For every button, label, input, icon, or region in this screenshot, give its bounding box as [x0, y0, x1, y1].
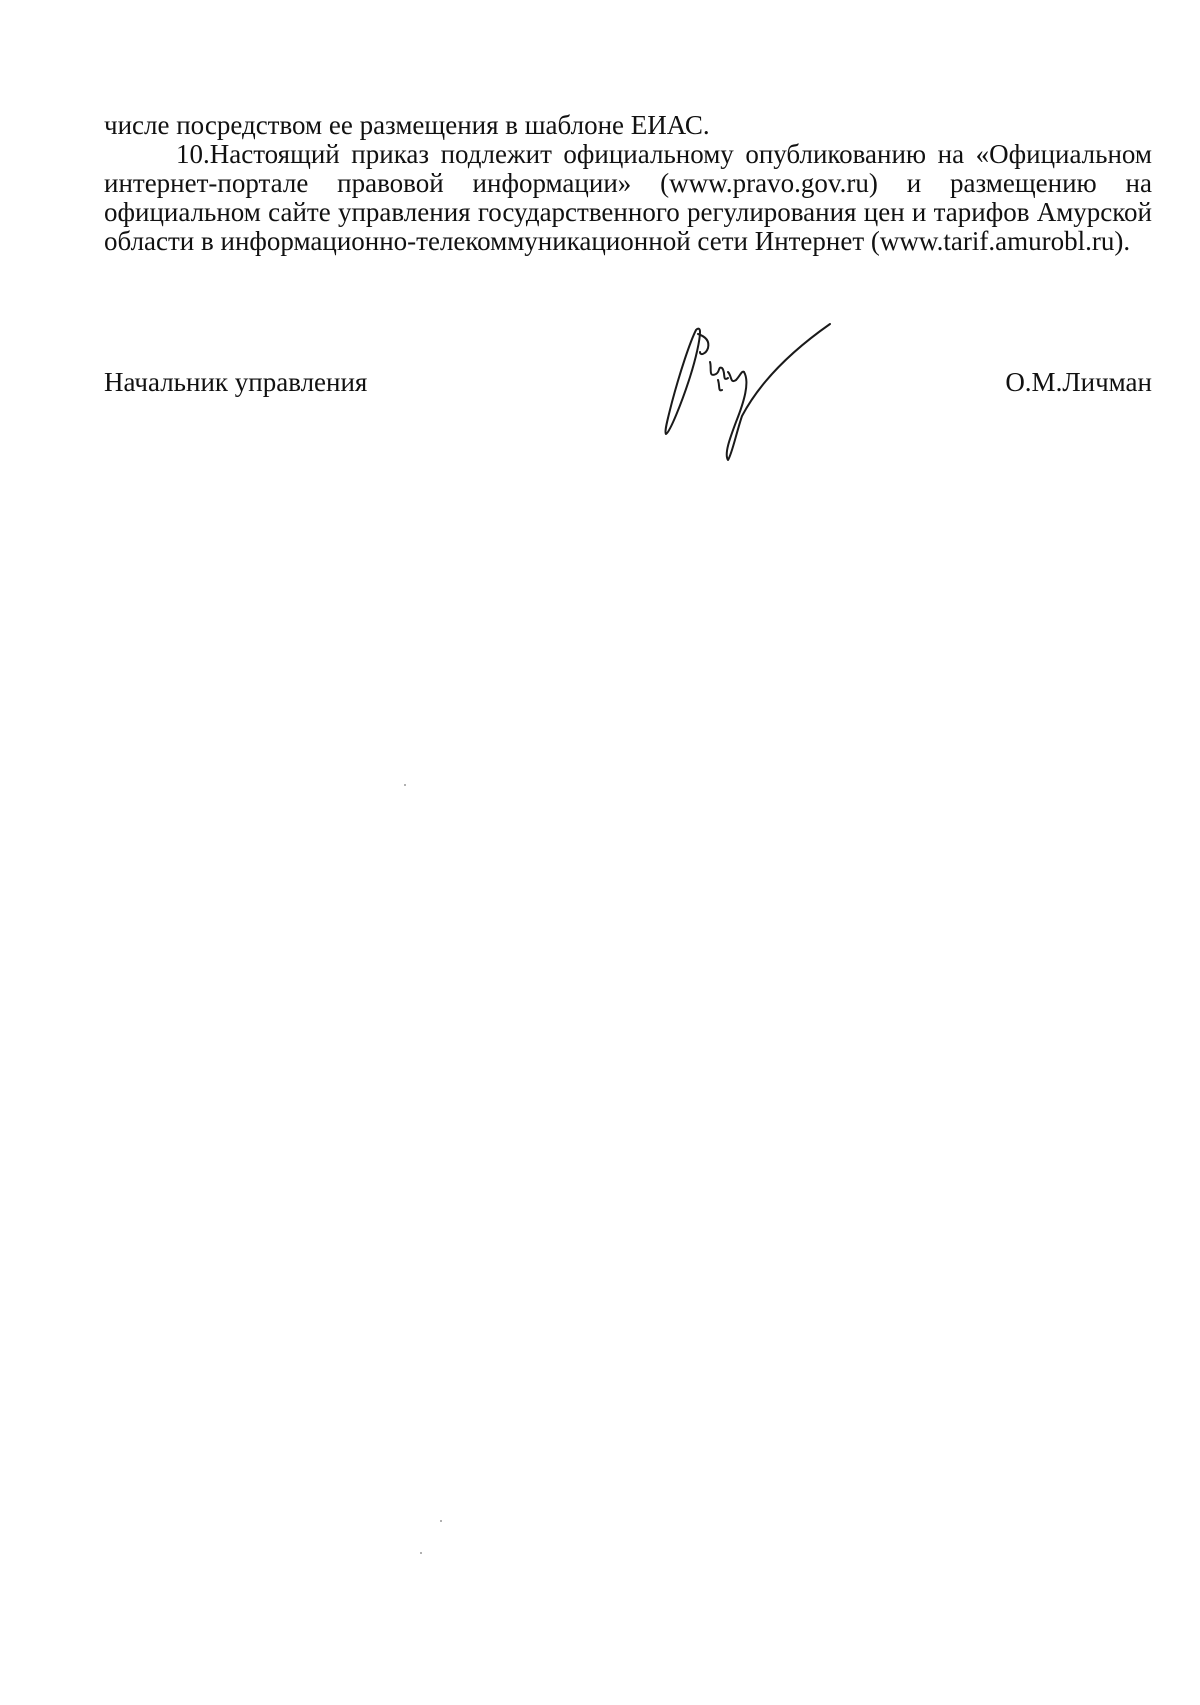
handwritten-signature-icon — [660, 322, 850, 462]
scan-speck — [404, 784, 406, 786]
document-body — [104, 111, 1152, 256]
signature-block — [104, 366, 1152, 406]
scan-speck — [420, 1552, 422, 1554]
signer-position: Начальник управления — [104, 367, 368, 397]
paragraph-continuation: числе посредством ее размещения в шаблоне ЕИАС. — [104, 110, 710, 140]
scan-speck — [440, 1520, 442, 1522]
signer-name: О.М.Личман — [1005, 367, 1152, 397]
paragraph-10: 10.Настоящий приказ подлежит официальному опубликованию на «Официальном интернет-портале правовой информации» (www.pravo.gov.ru) и размещению на официальном сайте управления государственного регулирования цен и тарифов Амурской области в информационно-телекоммуникационной сети Интернет (www.tarif.amurobl.ru). — [104, 139, 1152, 256]
